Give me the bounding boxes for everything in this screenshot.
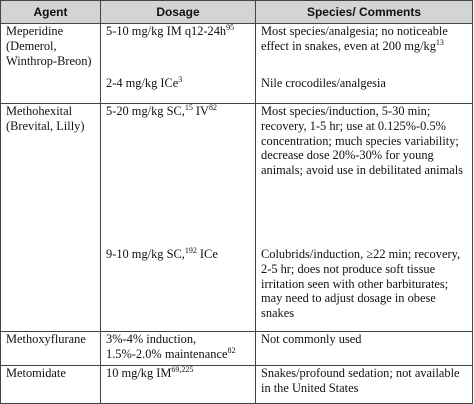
- comments-cell: [256, 24, 473, 104]
- comment-text: Most species/induction, 5-30 min; recovery, 1-5 hr; use at 0.125%-0.5% concentration; much species variability; decrease dose 20%-30% for young animals; avoid use in debilitated animals: [261, 104, 463, 178]
- reference-number: 82: [209, 103, 218, 112]
- table-row-metomidate: [1, 366, 473, 404]
- dosage-route: ICe: [196, 247, 218, 261]
- dosage-cell: [101, 104, 256, 332]
- agent-cell: [1, 366, 101, 404]
- dosage-route: IV: [192, 104, 210, 118]
- reference-number: 13: [435, 37, 444, 47]
- comments-cell: [256, 104, 473, 332]
- agent-cell: [1, 24, 101, 104]
- reference-number: 192: [184, 246, 197, 255]
- table-header: [1, 1, 473, 24]
- comment-entry: [261, 247, 467, 321]
- dosage-cell: [101, 332, 256, 366]
- agent-name: Metomidate: [6, 366, 66, 380]
- comments-cell: [256, 366, 473, 404]
- agent-brand: (Demerol,: [6, 38, 57, 53]
- agent-brand: (Brevital, Lilly): [6, 118, 85, 133]
- reference-number: 3: [178, 75, 183, 84]
- dosage-entry: [106, 366, 250, 381]
- comment-entry: [261, 332, 467, 347]
- comment-entry: [261, 24, 467, 76]
- table-row-meperidine: [1, 24, 473, 104]
- dosage-entry: [106, 104, 250, 247]
- dosage-cell: [101, 366, 256, 404]
- dosage-entry: [106, 24, 250, 76]
- comment-entry: [261, 366, 467, 396]
- comment-text: Most species/analgesia; no noticeable effect in snakes, even at 200 mg/kg: [261, 24, 448, 53]
- agent-cell: [1, 332, 101, 366]
- comment-text: Nile crocodiles/analgesia: [261, 76, 386, 90]
- column-header-dosage: Dosage: [101, 1, 256, 24]
- dosage-entry: [106, 247, 250, 262]
- table-row-methohexital: [1, 104, 473, 332]
- agent-brand: Winthrop-Breon): [6, 53, 92, 68]
- dosage-text: 10 mg/kg IM: [106, 366, 172, 380]
- comment-text: Snakes/profound sedation; not available in the United States: [261, 366, 460, 395]
- agent-name: Methoxyflurane: [6, 332, 86, 346]
- table-row-methoxyflurane: [1, 332, 473, 366]
- agent-cell: [1, 104, 101, 332]
- dosage-cell: [101, 24, 256, 104]
- dosage-entry: [106, 332, 250, 362]
- column-header-agent: Agent: [1, 1, 101, 24]
- agent-name: Meperidine: [6, 24, 64, 38]
- comment-text: Not commonly used: [261, 332, 362, 346]
- comments-cell: [256, 332, 473, 366]
- column-header-comments: Species/ Comments: [256, 1, 473, 24]
- reference-number: 15: [184, 103, 193, 112]
- dosage-text: 2-4 mg/kg ICe: [106, 76, 179, 90]
- dosage-text: 5-20 mg/kg SC,: [106, 104, 185, 118]
- dosage-text: 3%-4% induction, 1.5%-2.0% maintenance: [106, 332, 228, 361]
- dosage-text: 5-10 mg/kg IM q12-24h: [106, 24, 227, 38]
- comment-entry: [261, 104, 467, 247]
- comment-text: Colubrids/induction, ≥22 min; recovery, 2-5 hr; does not produce soft tissue irritation seen with other barbiturates; may need to adjust dosage in obese snakes: [261, 247, 461, 321]
- header-row: [1, 1, 473, 24]
- reference-number: 95: [226, 23, 235, 32]
- comment-entry: [261, 76, 467, 91]
- dosage-text: 9-10 mg/kg SC,: [106, 247, 185, 261]
- dosage-entry: [106, 76, 250, 91]
- reference-number: 69,225: [171, 365, 194, 374]
- agent-name: Methohexital: [6, 104, 73, 118]
- reference-number: 82: [227, 345, 236, 355]
